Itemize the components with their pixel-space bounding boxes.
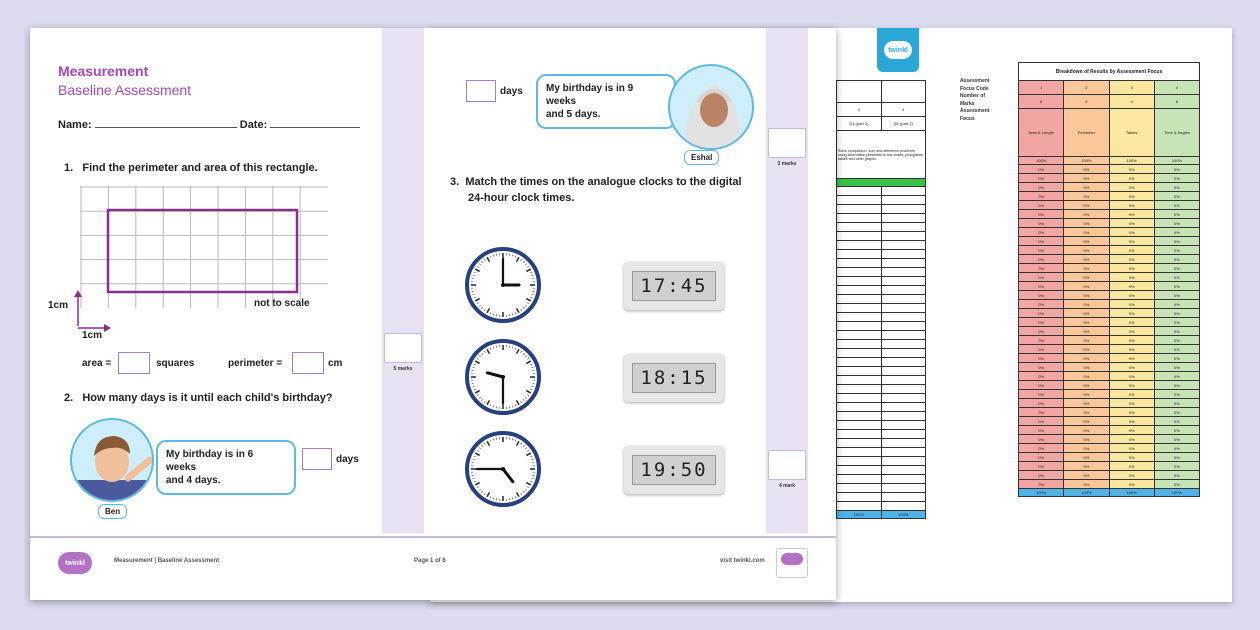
left-total-1: 100%: [837, 511, 882, 519]
results-table-title: Breakdown of Results by Assessment Focus: [1019, 63, 1200, 81]
label-marks: Marks: [960, 100, 975, 107]
header-percent-3: 100%: [1109, 157, 1154, 165]
area-answer-box[interactable]: [118, 352, 150, 374]
left-ref-1: Q1 (part 1): [837, 117, 882, 131]
digital-clock-1[interactable]: [624, 262, 724, 310]
marks-box-q3[interactable]: [768, 450, 806, 480]
purple-rectangle: [108, 210, 297, 292]
name-date-line: [58, 118, 360, 131]
header-percent-1: 100%: [1019, 157, 1064, 165]
ben-speech-line2: and 4 days.: [166, 475, 221, 486]
question-3: [450, 174, 742, 206]
footer-title: Measurement | Baseline Assessment: [114, 558, 220, 564]
focus-code-2: 2: [1064, 81, 1109, 95]
eshal-speech-line1: My birthday is in 9 weeks: [546, 83, 634, 107]
ben-name-tag: Ben: [98, 504, 127, 519]
question-3-text: Match the times on the analogue clocks to the digital: [465, 176, 742, 188]
total-percent-1: 100%: [1019, 489, 1064, 497]
focus-code-4: 4: [1154, 81, 1199, 95]
worksheet-page: [30, 28, 836, 600]
left-description: Solve comparison, sum and difference problems using information presented in bar charts, pictograms, tables and other graphs: [837, 131, 926, 179]
not-to-scale-note: not to scale: [254, 298, 310, 309]
marks-strip-left: [382, 28, 424, 533]
green-row: [837, 179, 926, 187]
ben-days-answer-box[interactable]: [302, 448, 332, 470]
digital-clock-3-time: 19:50: [632, 455, 716, 485]
footer-page-number: Page 1 of 6: [414, 558, 446, 564]
footer-website[interactable]: visit twinkl.com: [720, 558, 765, 564]
label-focus-code: Focus Code: [960, 85, 989, 92]
ben-speech-bubble: [156, 440, 296, 495]
rectangle-grid: [80, 186, 328, 308]
question-1-text: Find the perimeter and area of this rectangle.: [82, 162, 318, 174]
question-2-number: 2.: [64, 392, 74, 404]
y-unit-label: 1cm: [48, 300, 69, 311]
eshal-speech-line2: and 5 days.: [546, 109, 601, 120]
x-unit-label: 1cm: [82, 330, 103, 341]
analogue-clock-1[interactable]: [464, 246, 542, 324]
marks-box-q2[interactable]: [768, 128, 806, 158]
question-2: [64, 390, 333, 406]
ben-avatar: [70, 418, 154, 502]
digital-clock-2[interactable]: [624, 354, 724, 402]
focus-name-1: Area & Length: [1019, 109, 1064, 157]
focus-labels-column: [960, 78, 1022, 123]
left-marks-table: [836, 80, 926, 519]
marks-box-q1[interactable]: [384, 333, 422, 363]
eshal-name-tag: Eshal: [684, 150, 719, 165]
focus-name-4: Time & Angles: [1154, 109, 1199, 157]
question-2-text: How many days is it until each child's birthday?: [82, 392, 333, 404]
eshal-avatar: [668, 64, 754, 150]
left-mark-1: 4: [837, 103, 882, 117]
digital-clock-2-time: 18:15: [632, 363, 716, 393]
date-field[interactable]: [270, 118, 360, 128]
question-1: [64, 160, 318, 176]
label-focus: Focus: [960, 115, 975, 122]
focus-name-2: Perimeter: [1064, 109, 1109, 157]
label-number-of: Number of: [960, 93, 985, 99]
focus-code-1: 1: [1019, 81, 1064, 95]
marks-label-q2: 3 marks: [777, 161, 797, 167]
area-unit: squares: [156, 358, 195, 369]
question-1-number: 1.: [64, 162, 74, 174]
label-assessment: Assessment: [960, 78, 990, 84]
perimeter-label: perimeter =: [228, 358, 283, 369]
eshal-days-label: days: [500, 86, 523, 97]
date-label: Date:: [239, 119, 268, 131]
total-percent-3: 100%: [1109, 489, 1154, 497]
page-subtitle: Baseline Assessment: [58, 82, 192, 98]
digital-clock-3[interactable]: [624, 446, 724, 494]
name-field[interactable]: [95, 118, 237, 128]
perimeter-unit: cm: [328, 358, 343, 369]
results-breakdown-table: Breakdown of Results by Assessment Focus 1 2 3 4 6 4 4 6 Area & Length Perimeter Tables Time & Angles 100% 100% 100% 100% 0% 0% 0% 0% 0% 0% 0% 0% 0% 0% 0% 0% 0% 0% 0% 0% 0% 0% 0% 0% 0% 0% 0% 0% 0% 0% 0% 0% 0% 0% 0% 0% 0% 0% 0% 0% 0% 0% 0% 0% 0% 0% 0% 0% 0% 0% 0% 0% 0% 0% 0% 0% 0% 0% 0% 0% 0% 0% 0% 0% 0% 0% 0% 0% 0% 0% 0% 0% 0% 0% 0% 0% 0% 0% 0% 0% 0% 0% 0% 0% 0% 0% 0% 0% 0% 0% 0% 0% 0% 0% 0% 0% 0% 0% 0% 0% 0% 0% 0% 0% 0% 0% 0% 0% 0% 0% 0% 0% 0% 0% 0% 0% 0% 0% 0% 0% 0% 0% 0% 0% 0% 0% 0% 0% 0% 0% 0% 0% 0% 0% 0% 0% 0% 0% 0% 0% 0% 0% 0% 0% 0% 0% 0% 0% 100% 100% 100% 100%: [1018, 62, 1200, 497]
focus-marks-4: 6: [1154, 95, 1199, 109]
marks-label-q1: 5 marks: [393, 366, 413, 372]
focus-marks-1: 6: [1019, 95, 1064, 109]
eshal-days-answer-box[interactable]: [466, 80, 496, 102]
marks-label-q3: 4 mark: [778, 483, 796, 489]
left-total-2: 100%: [881, 511, 926, 519]
page-title: Measurement: [58, 63, 149, 79]
ben-days-label: days: [336, 454, 359, 465]
question-3-text-line2: 24-hour clock times.: [468, 192, 575, 204]
total-percent-2: 100%: [1064, 489, 1109, 497]
eshal-speech-bubble: [536, 74, 676, 129]
label-assessment-2: Assessment: [960, 108, 990, 114]
left-mark-2: 4: [881, 103, 926, 117]
digital-clock-1-time: 17:45: [632, 271, 716, 301]
perimeter-answer-box[interactable]: [292, 352, 324, 374]
analogue-clock-2[interactable]: [464, 338, 542, 416]
focus-marks-3: 4: [1109, 95, 1154, 109]
name-label: Name:: [58, 119, 92, 131]
question-3-number: 3.: [450, 176, 460, 188]
twinkl-footer-logo: twinkl: [58, 552, 92, 574]
focus-code-3: 3: [1109, 81, 1154, 95]
focus-name-3: Tables: [1109, 109, 1154, 157]
area-label: area =: [82, 358, 112, 369]
focus-marks-2: 4: [1064, 95, 1109, 109]
twinkl-logo: twinkl: [884, 41, 912, 59]
left-ref-2: Q1 (part 2): [881, 117, 926, 131]
analogue-clock-3[interactable]: [464, 430, 542, 508]
marks-strip-right: [766, 28, 808, 533]
page-footer: [30, 536, 836, 600]
worksheet-title-block: [58, 62, 191, 100]
header-percent-2: 100%: [1064, 157, 1109, 165]
footer-badge-icon: [776, 548, 808, 578]
twinkl-logo-badge: [877, 28, 919, 72]
header-percent-4: 100%: [1154, 157, 1199, 165]
ben-speech-line1: My birthday is in 6 weeks: [166, 449, 254, 473]
total-percent-4: 100%: [1154, 489, 1199, 497]
